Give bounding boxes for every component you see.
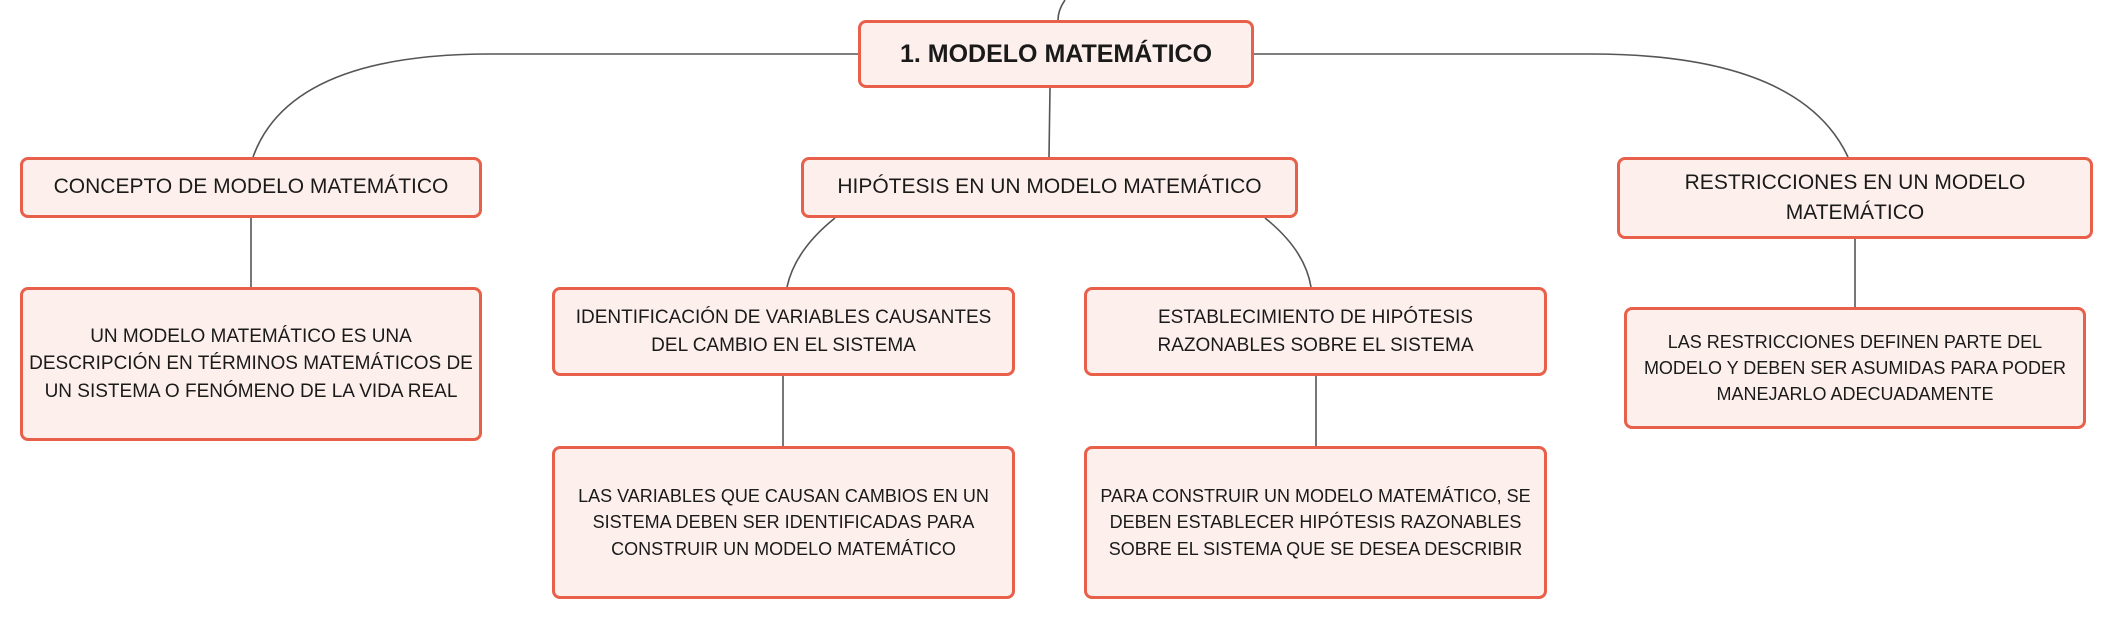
concepto-detail-node[interactable] bbox=[20, 287, 482, 441]
root-node[interactable] bbox=[858, 20, 1254, 88]
connector-hipotesis-identificacion bbox=[787, 218, 835, 287]
restricciones-node[interactable] bbox=[1617, 157, 2093, 239]
concepto-node-label: CONCEPTO DE MODELO MATEMÁTICO bbox=[53, 175, 449, 199]
establecimiento-node-label: ESTABLECIMIENTO DE HIPÓTESIS RAZONABLES SOBRE EL SISTEMA bbox=[1157, 306, 1474, 356]
identificacion-node-label: IDENTIFICACIÓN DE VARIABLES CAUSANTES DEL CAMBIO EN EL SISTEMA bbox=[575, 306, 992, 356]
restricciones-detail-label: LAS RESTRICCIONES DEFINEN PARTE DEL MODELO Y DEBEN SER ASUMIDAS PARA PODER MANEJARLO ADECUADAMENTE bbox=[1643, 331, 2067, 405]
identificacion-node[interactable] bbox=[552, 287, 1015, 376]
concepto-detail-label: UN MODELO MATEMÁTICO ES UNA DESCRIPCIÓN EN TÉRMINOS MATEMÁTICOS DE UN SISTEMA O FENÓMENO DE LA VIDA REAL bbox=[29, 325, 473, 402]
connector-hipotesis-establecimiento bbox=[1265, 218, 1311, 287]
restricciones-detail-node[interactable] bbox=[1624, 307, 2086, 429]
hipotesis-node-label: HIPÓTESIS EN UN MODELO MATEMÁTICO bbox=[837, 175, 1262, 199]
root-node-label: 1. MODELO MATEMÁTICO bbox=[899, 39, 1213, 68]
connector-root-concepto bbox=[253, 54, 858, 157]
connector-root-restricciones bbox=[1254, 54, 1848, 157]
connector-root-hipotesis bbox=[1049, 88, 1050, 157]
concepto-node[interactable] bbox=[20, 157, 482, 218]
establecimiento-node[interactable] bbox=[1084, 287, 1547, 376]
identificacion-detail-label: LAS VARIABLES QUE CAUSAN CAMBIOS EN UN SISTEMA DEBEN SER IDENTIFICADAS PARA CONSTRUIR UN MODELO MATEMÁTICO bbox=[578, 486, 989, 559]
establecimiento-detail-label: PARA CONSTRUIR UN MODELO MATEMÁTICO, SE DEBEN ESTABLECER HIPÓTESIS RAZONABLES SOBRE EL SISTEMA QUE SE DESEA DESCRIBIR bbox=[1100, 486, 1531, 559]
connector-top-parent bbox=[1058, 0, 1065, 20]
restricciones-node-label: RESTRICCIONES EN UN MODELO MATEMÁTICO bbox=[1684, 170, 2026, 224]
hipotesis-node[interactable] bbox=[801, 157, 1298, 218]
establecimiento-detail-node[interactable] bbox=[1084, 446, 1547, 599]
identificacion-detail-node[interactable] bbox=[552, 446, 1015, 599]
